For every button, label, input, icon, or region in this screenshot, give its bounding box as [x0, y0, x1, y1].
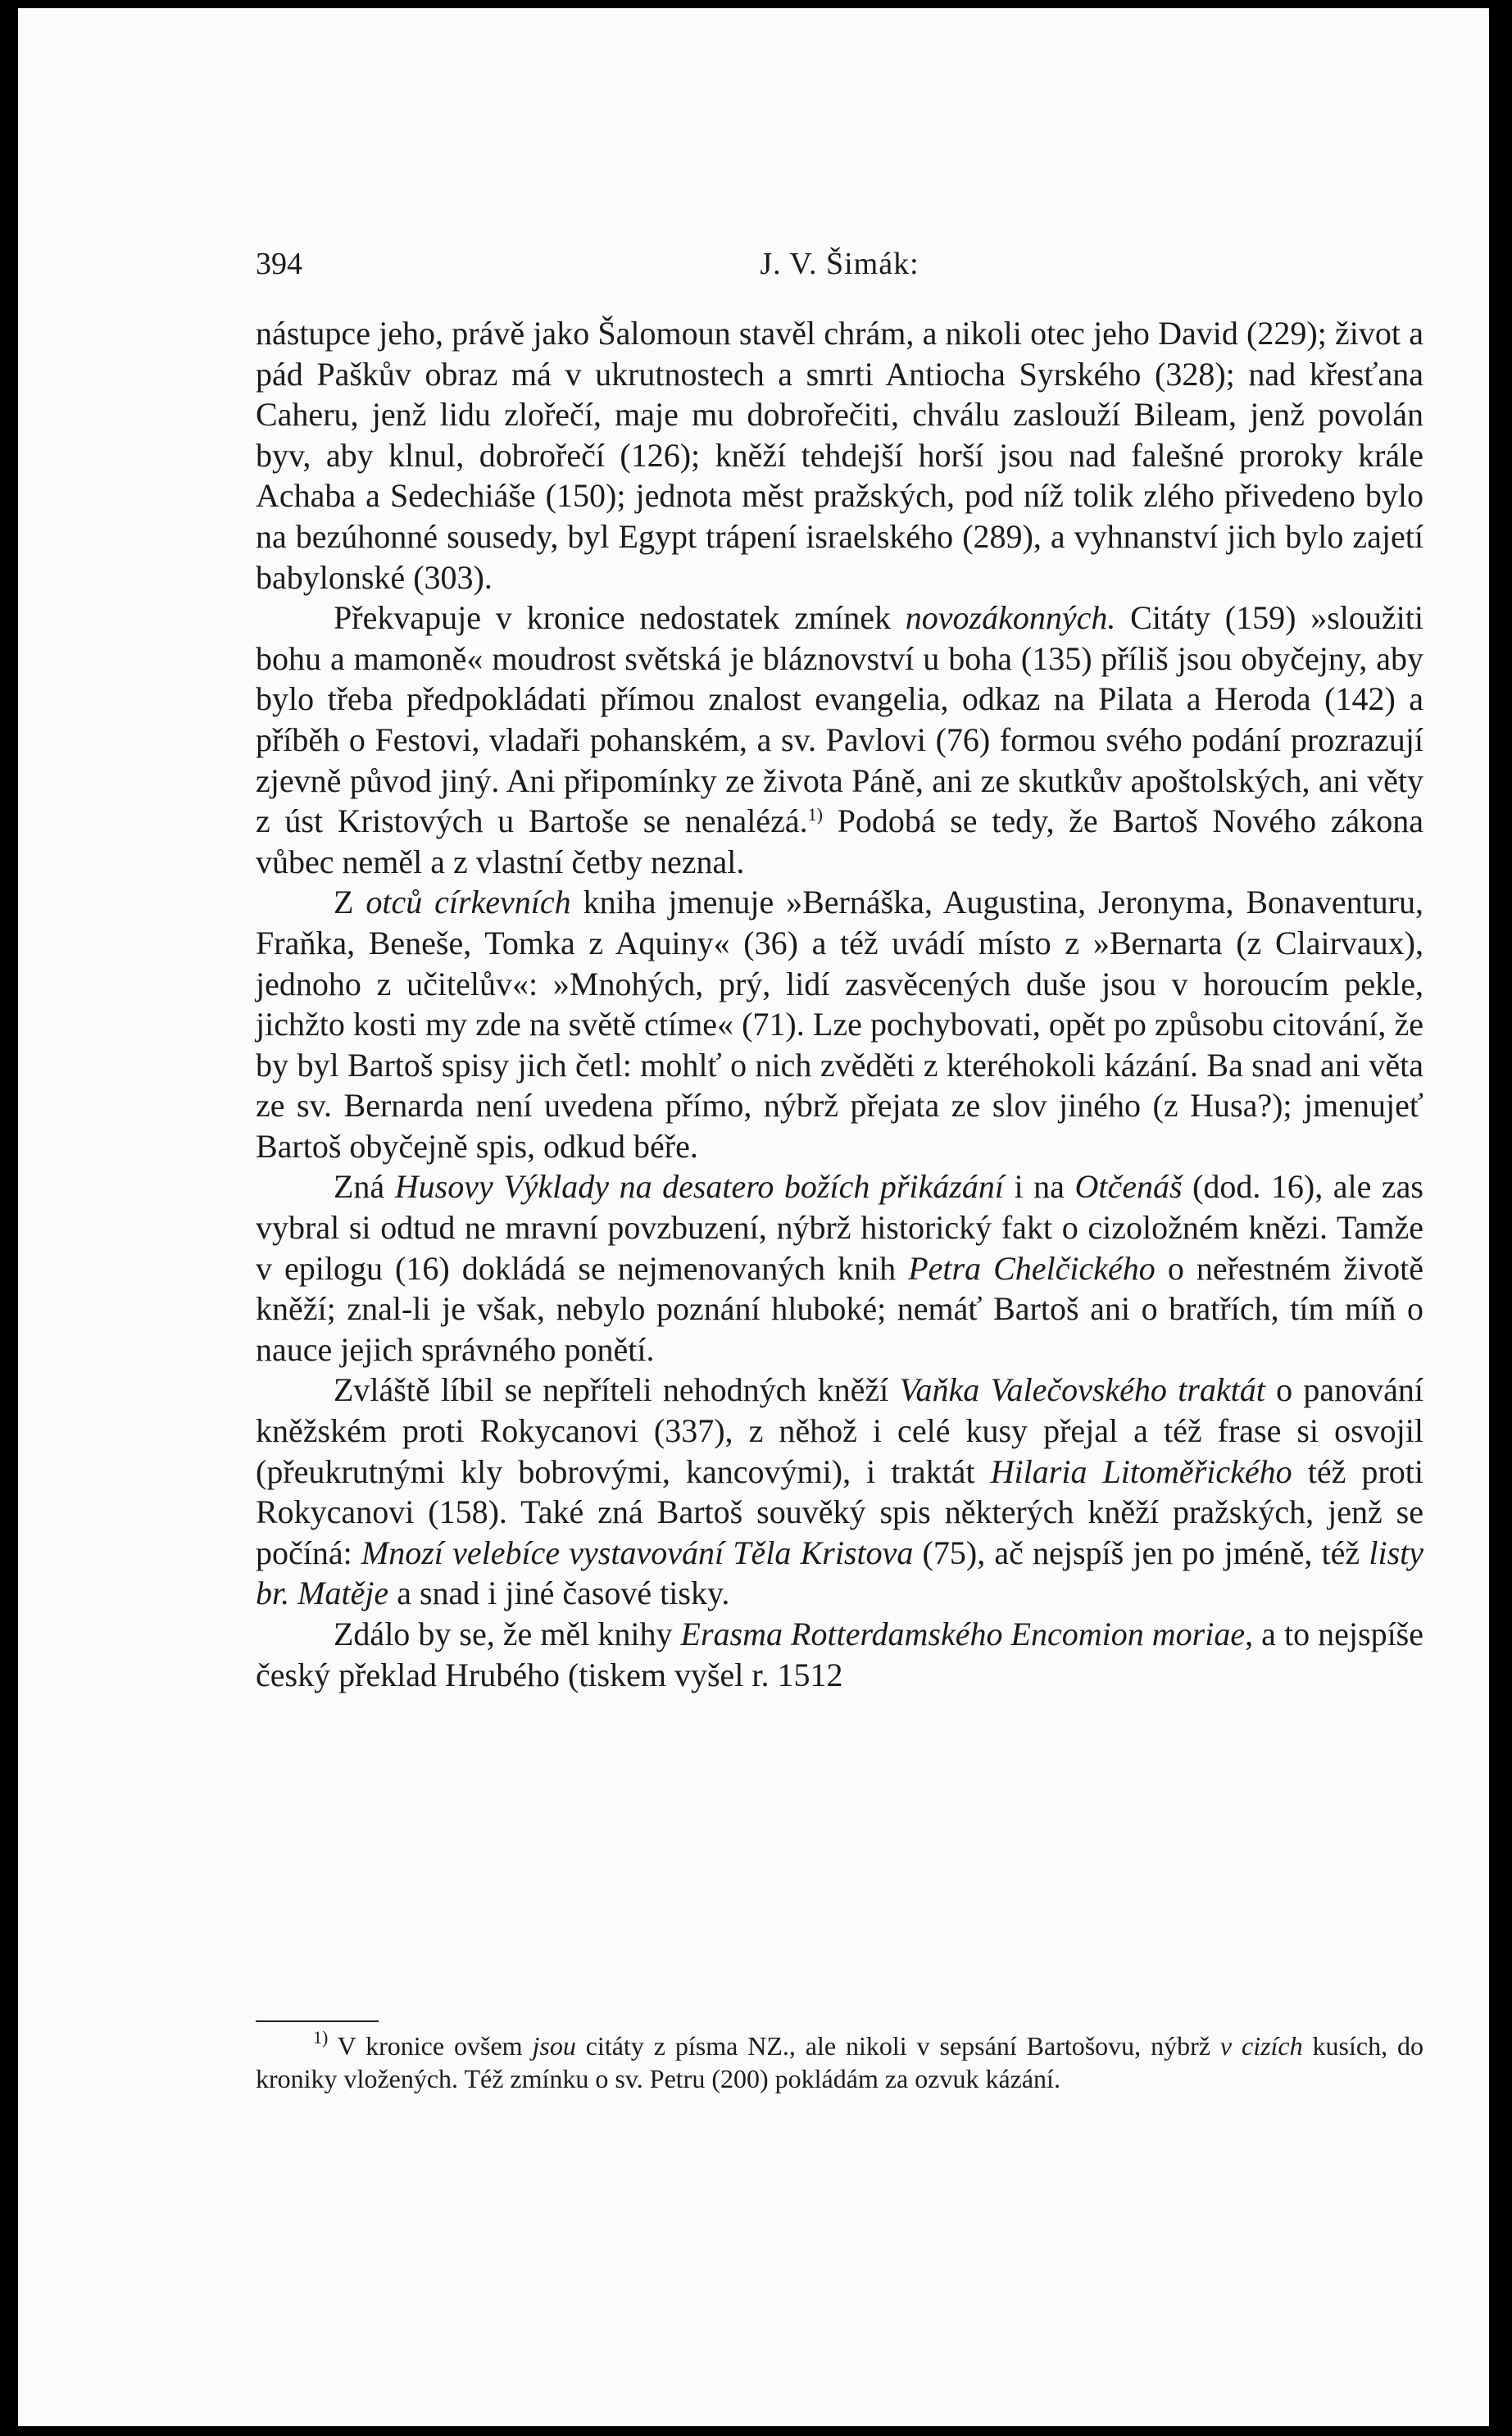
- text-run: Citáty (159) »sloužiti bohu a mamoně« moudrost světská je bláznovství u boha (135) příliš jsou obyčejny, aby bylo třeba předpokládati přímou znalost evangelia, odkaz na Pilata a Heroda (142) a příběh o Festovi, vladaři pohanském, a sv. Pavlovi (76) formou svého podání prozrazují zjevně původ jiný. Ani připomínky ze života Páně, ani ze skutkův apoštolských, ani věty z úst Kristových u Bartoše se nenalézá.: [256, 599, 1424, 840]
- text-run: citáty z písma NZ., ale nikoli v sepsání Bartošovu, nýbrž: [575, 2031, 1220, 2061]
- body-text: [256, 313, 1423, 1695]
- italic-text: novozákonných.: [905, 599, 1116, 637]
- text-run: , a to nejspíše český překlad Hrubého (tiskem vyšel r. 1512: [256, 1616, 1423, 1693]
- text-run: i na: [1003, 1168, 1075, 1206]
- paragraph: [256, 882, 1423, 1166]
- footnote-marker: 1): [313, 2027, 329, 2047]
- text-run: Podobá se tedy, že Bartoš Nového zákona vůbec neměl a z vlastní četby neznal.: [256, 802, 1424, 880]
- text-run: nástupce jeho, právě jako Šalomoun stavěl chrám, a nikoli otec jeho David (229); život a pád Paškův obraz má v ukrutnostech a smrti Antiocha Syrského (328); nad křesťana Caheru, jenž lidu zlořečí, maje mu dobrořečiti, chválu zaslouží Bileam, jenž povolán byv, aby klnul, dobrořečí (126); kněží tehdejší horší jsou nad falešné proroky krále Achaba a Sedechiáše (150); jednota měst pražských, pod níž tolik zlého přivedeno bylo na bezúhonné sousedy, byl Egypt trápení israelského (289), a vyhnanství jich bylo zajetí babylonské (303).: [256, 315, 1423, 596]
- text-run: (dod. 16), ale zas vybral si odtud ne mravní povzbuzení, nýbrž historický fakt o cizoložném knězi. Tamže v epilogu (16) dokládá se nejmenovaných knih: [256, 1168, 1423, 1287]
- italic-text: Petra Chelčického: [908, 1249, 1156, 1287]
- page-number: 394: [256, 247, 302, 281]
- footnote-rule: [256, 2020, 379, 2022]
- footnote: [256, 2029, 1423, 2095]
- italic-text: otců církevních: [366, 884, 571, 921]
- paragraph: [256, 1614, 1423, 1695]
- page-header: [256, 246, 1423, 287]
- text-run: a snad i jiné časové tisky.: [388, 1575, 730, 1612]
- text-run: Překvapuje v kronice nedostatek zmínek: [334, 599, 906, 637]
- italic-text: Mnozí velebíce vystavování Těla Kristova: [361, 1534, 914, 1571]
- text-run: V kronice ovšem: [328, 2031, 533, 2061]
- text-run: o panování kněžském proti Rokycanovi (337), z něhož i celé kusy přejal a též frase si osvojil (přeukrutnými kly bobrovými, kancovými), i traktát: [256, 1371, 1423, 1490]
- running-head: J. V. Šimák:: [760, 247, 919, 281]
- italic-text: Hilaria Litoměřického: [990, 1452, 1292, 1490]
- text-run: (75), ač nejspíš jen po jméně, též: [913, 1534, 1369, 1571]
- paragraph: [256, 313, 1423, 598]
- italic-text: listy br. Matěje: [256, 1534, 1424, 1612]
- footnote-marker: 1): [807, 804, 823, 825]
- paragraph: [256, 1166, 1423, 1370]
- text-run: o neřestném životě kněží; znal-li je však, nebylo poznání hluboké; nemáť Bartoš ani o bratřích, tím míň o nauce jejich správného ponětí.: [256, 1249, 1424, 1368]
- italic-text: Otčenáš: [1074, 1168, 1183, 1206]
- text-run: Z: [334, 884, 366, 921]
- text-run: kusích, do kroniky vložených. Též zmínku o sv. Petru (200) pokládám za ozvuk kázání.: [256, 2031, 1424, 2093]
- text-run: Zdálo by se, že měl knihy: [334, 1616, 681, 1652]
- text-run: Zná: [334, 1168, 395, 1206]
- paragraph: [256, 598, 1423, 882]
- text-run: Zvláště líbil se nepříteli nehodných kněží: [334, 1371, 900, 1409]
- text-run: kniha jmenuje »Bernáška, Augustina, Jeronyma, Bonaventuru, Fraňka, Beneše, Tomka z Aquiny« (36) a též uvádí místo z »Bernarta (z Clairvaux), jednoho z učitelův«: »Mnohých, prý, lidí zasvěcených duše jsou v horoucím pekle, jichžto kosti my zde na světě ctíme« (71). Lze pochybovati, opět po způsobu citování, že by byl Bartoš spisy jich četl: mohlť o nich zvěděti z kteréhokoli kázání. Ba snad ani věta ze sv. Bernarda není uvedena přímo, nýbrž přejata ze slov jiného (z Husa?); jmenujeť Bartoš obyčejně spis, odkud béře.: [256, 884, 1423, 1165]
- italic-text: Vaňka Valečovského traktát: [899, 1371, 1265, 1409]
- italic-text: v cizích: [1219, 2031, 1303, 2061]
- italic-text: jsou: [532, 2031, 576, 2061]
- italic-text: Husovy Výklady na desatero božích přikázání: [394, 1168, 1004, 1206]
- book-page: [18, 8, 1489, 2426]
- text-run: též proti Rokycanovi (158). Také zná Bartoš souvěký spis některých kněží pražských, jenž se počíná:: [256, 1452, 1423, 1571]
- paragraph: [256, 1370, 1423, 1614]
- italic-text: Erasma Rotterdamského Encomion moriae: [680, 1616, 1246, 1652]
